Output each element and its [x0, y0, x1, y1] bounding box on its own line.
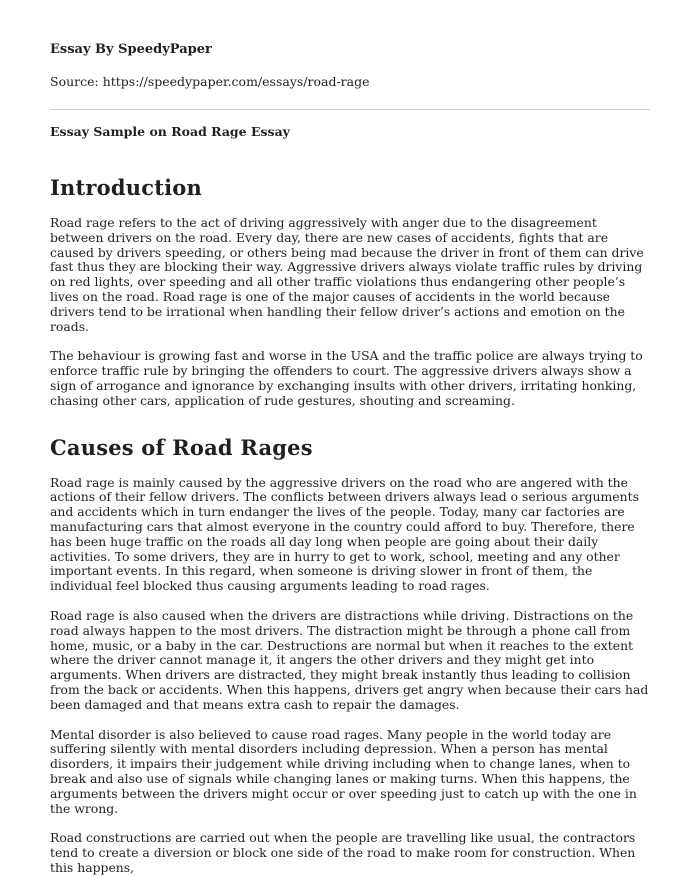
paragraph-intro-1: Road rage refers to the act of driving aggressively with anger due to the disagreement between drivers on the road. Every day, there are new cases of accidents, fights that are caused by drivers speeding, or others being mad because the driver in front of them can drive fast thus they are blocking their way. Aggressive drivers always violate traffic rules by driving on red lights, over speeding and all other traffic violations thus endangering other people’s lives on the road. Road rage is one of the major causes of accidents in the world because drivers tend to be irrational when handling their fellow driver’s actions and emotion on the roads. [50, 215, 644, 334]
header-divider [50, 109, 650, 110]
essay-title: Essay Sample on Road Rage Essay [50, 124, 290, 139]
essay-byline: Essay By SpeedyPaper [50, 42, 212, 57]
section-heading-introduction: Introduction [50, 175, 202, 200]
paragraph-causes-4: Road constructions are carried out when the people are travelling like usual, the contractors tend to create a diversion or block one side of the road to make room for construction. When this happens, [50, 830, 636, 875]
source-line: Source: https://speedypaper.com/essays/road-rage [50, 74, 370, 89]
paragraph-causes-1: Road rage is mainly caused by the aggressive drivers on the road who are angered with the actions of their fellow drivers. The conflicts between drivers always lead o serious arguments and accidents which in turn endanger the lives of the people. Today, many car factories are manufacturing cars that almost everyone in the country could afford to buy. Therefore, there has been huge traffic on the roads all day long when people are going about their daily activities. To some drivers, they are in hurry to get to work, school, meeting and any other important events. In this regard, when someone is driving slower in front of them, the individual feel blocked thus causing arguments leading to road rages. [50, 474, 639, 594]
paragraph-causes-3: Mental disorder is also believed to cause road rages. Many people in the world today are suffering silently with mental disorders including depression. When a person has mental disorders, it impairs their judgement while driving including when to change lanes, when to break and also use of signals while changing lanes or making turns. When this happens, the arguments between the drivers might occur or over speeding just to catch up with the one in the wrong. [50, 726, 637, 816]
section-heading-causes: Causes of Road Rages [50, 434, 313, 460]
paragraph-intro-2: The behaviour is growing fast and worse in the USA and the traffic police are always trying to enforce traffic rule by bringing the offenders to court. The aggressive drivers always show a sign of arrogance and ignorance by exchanging insults with other drivers, irritating honking, chasing other cars, application of rude gestures, shouting and screaming. [50, 348, 643, 408]
paragraph-causes-2: Road rage is also caused when the drivers are distractions while driving. Distractions on the road always happen to the most drivers. The distraction might be through a phone call from home, music, or a baby in the car. Destructions are normal but when it reaches to the extent where the driver cannot manage it, it angers the other drivers and they might get into arguments. When drivers are distracted, they might break instantly thus leading to collision from the back or accidents. When this happens, drivers get angry when because their cars had been damaged and that means extra cash to repair the damages. [50, 607, 649, 712]
